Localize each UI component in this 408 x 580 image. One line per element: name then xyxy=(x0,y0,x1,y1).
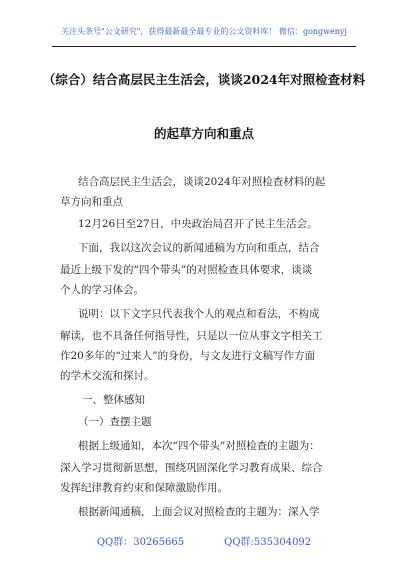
document-title-line-2: 的起草方向和重点 xyxy=(153,126,254,141)
body-line: 的学术交流和探讨。 xyxy=(60,370,155,382)
body-line: 根据新闻通稿，上面会议对照检查的主题为：深入学 xyxy=(78,506,320,518)
body-line: 草方向和重点 xyxy=(60,196,123,208)
footer-qq-group-2: QQ群:535304092 xyxy=(224,537,312,548)
section-heading: 一、整体感知 xyxy=(82,394,145,406)
body-line: 个人的学习体会。 xyxy=(60,284,144,296)
document-title-line-1: （综合）结合高层民主生活会，谈谈2024年对照检查材料 xyxy=(42,72,366,87)
footer xyxy=(0,533,408,548)
subsection-heading: （一）查摆主题 xyxy=(78,416,152,428)
body-line: 深入学习贯彻新思想，围绕巩固深化学习教育成果、综合 xyxy=(60,462,323,474)
body-line: 解读，也不具备任何指导性，只是以一位从事文字相关工 xyxy=(60,330,323,342)
body-line: 作20多年的“过来人”的身份，与文友进行文稿写作方面 xyxy=(60,350,316,362)
header-divider xyxy=(52,46,356,47)
body-line: 说明：以下文字只代表我个人的观点和看法，不构成 xyxy=(78,308,320,320)
footer-qq-group-1: QQ群：30265665 xyxy=(96,537,185,548)
body-line: 发挥纪律教育约束和保障激励作用。 xyxy=(60,482,228,494)
body-line: 12月26日至27日，中央政治局召开了民主生活会。 xyxy=(78,218,318,230)
body-line: 下面，我以这次会议的新闻通稿为方向和重点，结合 xyxy=(78,242,320,254)
body-line: 根据上级通知，本次“四个带头”对照检查的主题为： xyxy=(78,440,320,452)
body-line: 最近上级下发的“四个带头”的对照检查具体要求，谈谈 xyxy=(60,264,313,276)
header-note: 关注头条号"公文研究"，获得最新最全最专业的公文资料库！ 微信：gongwenyj xyxy=(61,27,347,36)
body-line: 结合高层民主生活会，谈谈2024年对照检查材料的起 xyxy=(78,176,326,188)
